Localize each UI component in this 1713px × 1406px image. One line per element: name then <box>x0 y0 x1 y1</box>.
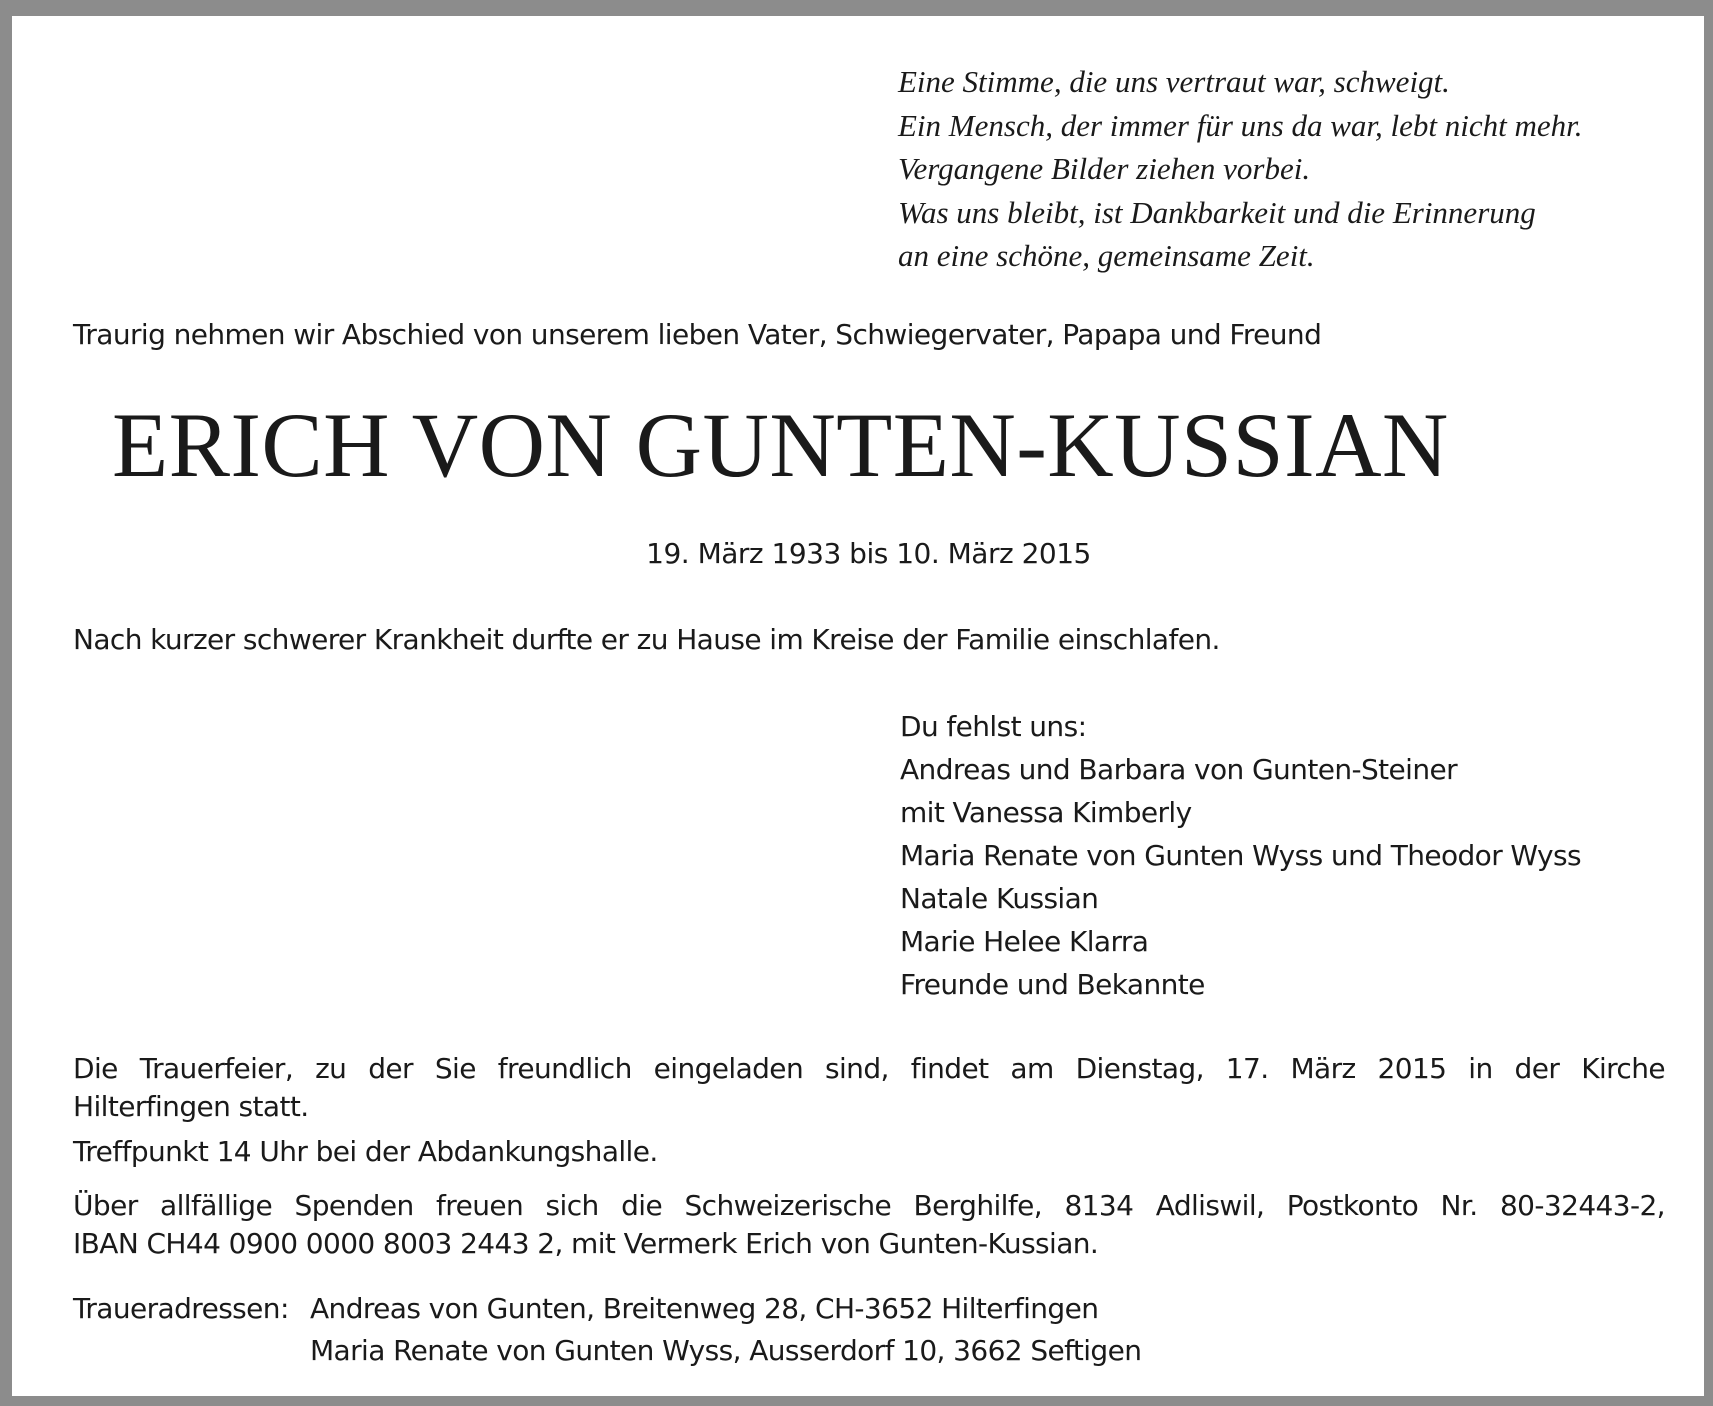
address-entry: Andreas von Gunten, Breitenweg 28, CH-3652 Hilterfingen <box>310 1292 1099 1325</box>
mourning-addresses <box>73 1288 1141 1372</box>
donations-line: Über allfällige Spenden freuen sich die Schweizerische Berghilfe, 8134 Adliswil, Postkonto Nr. 80-32443-2, <box>73 1189 1665 1222</box>
ceremony-line: Hilterfingen statt. <box>73 1090 309 1123</box>
life-dates: 19. März 1933 bis 10. März 2015 <box>646 537 1091 570</box>
mourners-list <box>900 705 1581 1006</box>
mourner-name: Andreas und Barbara von Gunten-Steiner <box>900 753 1458 786</box>
intro-text: Traurig nehmen wir Abschied von unserem lieben Vater, Schwiegervater, Papapa und Freund <box>73 318 1322 351</box>
poem-line: Ein Mensch, der immer für uns da war, lebt nicht mehr. <box>898 107 1583 143</box>
poem-line: Vergangene Bilder ziehen vorbei. <box>898 151 1311 186</box>
poem-line: Eine Stimme, die uns vertraut war, schweigt. <box>898 64 1450 99</box>
address-entry: Maria Renate von Gunten Wyss, Ausserdorf 10, 3662 Seftigen <box>310 1334 1142 1367</box>
mourners-heading: Du fehlst uns: <box>900 710 1087 743</box>
deceased-name: ERICH VON GUNTEN-KUSSIAN <box>112 394 1449 496</box>
illness-text: Nach kurzer schwerer Krankheit durfte er zu Hause im Kreise der Familie einschlafen. <box>73 623 1220 656</box>
donations-paragraph <box>73 1187 1665 1263</box>
ceremony-line: Die Trauerfeier, zu der Sie freundlich eingeladen sind, findet am Dienstag, 17. März 2015 in der Kirche <box>73 1052 1665 1085</box>
ceremony-paragraph <box>73 1050 1665 1126</box>
mourner-name: Maria Renate von Gunten Wyss und Theodor Wyss <box>900 839 1581 872</box>
mourner-name: Freunde und Bekannte <box>900 968 1205 1001</box>
addresses-label: Traueradressen: <box>73 1292 289 1325</box>
mourner-name: Marie Helee Klarra <box>900 925 1149 958</box>
mourner-name: mit Vanessa Kimberly <box>900 796 1192 829</box>
mourner-name: Natale Kussian <box>900 882 1099 915</box>
donations-line: IBAN CH44 0900 0000 8003 2443 2, mit Vermerk Erich von Gunten-Kussian. <box>73 1227 1099 1260</box>
poem-line: an eine schöne, gemeinsame Zeit. <box>898 238 1315 273</box>
poem-line: Was uns bleibt, ist Dankbarkeit und die Erinnerung <box>898 194 1536 230</box>
meeting-point: Treffpunkt 14 Uhr bei der Abdankungshalle. <box>73 1135 658 1168</box>
poem <box>898 60 1583 278</box>
